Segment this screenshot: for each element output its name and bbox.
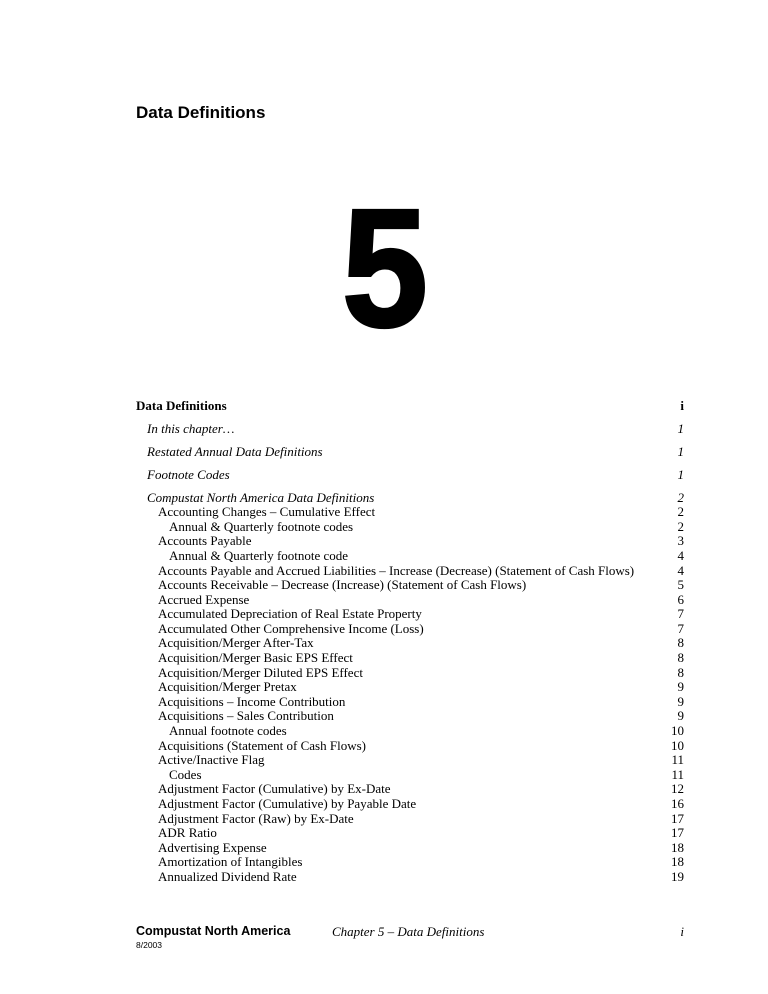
toc-entry[interactable] bbox=[136, 445, 684, 460]
toc-entry-label: Amortization of Intangibles bbox=[158, 854, 303, 870]
toc-entry[interactable] bbox=[136, 855, 684, 870]
toc-entry[interactable] bbox=[136, 666, 684, 681]
toc-entry[interactable] bbox=[136, 578, 684, 593]
toc-entry-page: 9 bbox=[677, 679, 684, 695]
toc-entry-page: 8 bbox=[677, 635, 684, 651]
toc-entry[interactable] bbox=[136, 593, 684, 608]
toc-entry-page: 17 bbox=[671, 825, 684, 841]
toc-entry-label: Active/Inactive Flag bbox=[158, 752, 265, 768]
toc-entry-label: Acquisition/Merger Basic EPS Effect bbox=[158, 650, 353, 666]
toc-title-page: i bbox=[680, 398, 684, 413]
toc-entry[interactable] bbox=[136, 870, 684, 885]
toc-entry-page: 10 bbox=[671, 737, 684, 753]
toc-entry[interactable] bbox=[136, 505, 684, 520]
toc-entry[interactable] bbox=[136, 491, 684, 506]
toc-entry-page: 10 bbox=[671, 723, 684, 739]
footer-chapter-title: Chapter 5 – Data Definitions bbox=[332, 924, 485, 939]
chapter-number: 5 bbox=[341, 174, 427, 362]
toc-entry-label: Acquisitions (Statement of Cash Flows) bbox=[158, 737, 366, 753]
toc-entry-label: Accrued Expense bbox=[158, 591, 250, 607]
toc-entry-label: Accounts Payable and Accrued Liabilities – Increase (Decrease) (Statement of Cash Flows) bbox=[158, 562, 635, 578]
toc-entry-label: Annualized Dividend Rate bbox=[158, 868, 297, 884]
toc-entry-page: 12 bbox=[671, 781, 684, 797]
toc-entry-page: 18 bbox=[671, 854, 684, 870]
footer-organization: Compustat North America bbox=[136, 924, 291, 938]
toc-entry-page: 4 bbox=[677, 547, 684, 563]
toc-entry-page: 2 bbox=[677, 489, 684, 505]
toc-entry[interactable] bbox=[136, 724, 684, 739]
toc-entry-page: 11 bbox=[671, 752, 684, 768]
toc-entry-page: 4 bbox=[677, 562, 684, 578]
toc-entry[interactable] bbox=[136, 709, 684, 724]
toc-title: Data Definitions bbox=[136, 398, 227, 413]
toc-entry-label: Codes bbox=[169, 766, 202, 782]
toc-entry[interactable] bbox=[136, 695, 684, 710]
toc-entry-label: Acquisition/Merger Pretax bbox=[158, 679, 297, 695]
toc-entry-label: Adjustment Factor (Cumulative) by Payable Date bbox=[158, 796, 417, 811]
toc-entry[interactable] bbox=[136, 468, 684, 483]
toc-entry-label: Accounts Payable bbox=[158, 533, 252, 549]
toc-entry-page: 16 bbox=[671, 796, 684, 811]
toc-entry[interactable] bbox=[136, 549, 684, 564]
toc-entry-label: Accumulated Depreciation of Real Estate Property bbox=[158, 606, 422, 622]
footer-page-number: i bbox=[680, 924, 684, 939]
toc-entry-label: ADR Ratio bbox=[158, 825, 217, 841]
toc-entry-page: 6 bbox=[677, 591, 684, 607]
toc-entry-page: 3 bbox=[677, 533, 684, 549]
table-of-contents bbox=[136, 398, 684, 885]
toc-entry-label: Acquisitions – Income Contribution bbox=[158, 693, 346, 709]
toc-entry-label: Annual & Quarterly footnote code bbox=[169, 547, 349, 563]
toc-entry[interactable] bbox=[136, 422, 684, 437]
page-footer bbox=[136, 924, 684, 964]
toc-entry[interactable] bbox=[136, 520, 684, 535]
toc-entry[interactable] bbox=[136, 564, 684, 579]
toc-entry[interactable] bbox=[136, 636, 684, 651]
toc-entry-page: 1 bbox=[677, 466, 684, 482]
toc-entry-page: 18 bbox=[671, 839, 684, 855]
toc-entry[interactable] bbox=[136, 782, 684, 797]
toc-entry-label: Footnote Codes bbox=[147, 466, 230, 482]
toc-entry-page: 1 bbox=[677, 421, 684, 437]
toc-entry-page: 7 bbox=[677, 606, 684, 622]
toc-entry-page: 8 bbox=[677, 664, 684, 680]
toc-entry-page: 7 bbox=[677, 620, 684, 636]
toc-entry-label: Accounts Receivable – Decrease (Increase) (Statement of Cash Flows) bbox=[158, 577, 527, 593]
footer-date: 8/2003 bbox=[136, 940, 162, 950]
toc-entry[interactable] bbox=[136, 622, 684, 637]
toc-entry[interactable] bbox=[136, 826, 684, 841]
toc-entry-page: 2 bbox=[677, 504, 684, 520]
toc-entry-label: Advertising Expense bbox=[158, 839, 267, 855]
toc-entry-page: 9 bbox=[677, 693, 684, 709]
toc-entry[interactable] bbox=[136, 534, 684, 549]
toc-entry-page: 9 bbox=[677, 708, 684, 724]
toc-entry[interactable] bbox=[136, 651, 684, 666]
toc-title-row[interactable] bbox=[136, 398, 684, 414]
toc-entry-label: Acquisition/Merger Diluted EPS Effect bbox=[158, 664, 363, 680]
toc-entry-page: 8 bbox=[677, 650, 684, 666]
toc-entry-label: Annual & Quarterly footnote codes bbox=[169, 518, 354, 534]
toc-entry[interactable] bbox=[136, 680, 684, 695]
toc-entry[interactable] bbox=[136, 768, 684, 783]
toc-entry-page: 11 bbox=[671, 766, 684, 782]
toc-entry[interactable] bbox=[136, 841, 684, 856]
toc-entry-label: Accounting Changes – Cumulative Effect bbox=[158, 504, 376, 520]
toc-entry-label: Adjustment Factor (Raw) by Ex-Date bbox=[158, 810, 354, 826]
toc-entry-label: In this chapter… bbox=[147, 421, 235, 437]
toc-entry-page: 1 bbox=[677, 443, 684, 459]
toc-entry-label: Acquisitions – Sales Contribution bbox=[158, 708, 334, 724]
toc-entry-label: Accumulated Other Comprehensive Income (Loss) bbox=[158, 620, 424, 636]
toc-entry-label: Restated Annual Data Definitions bbox=[147, 443, 323, 459]
toc-entry[interactable] bbox=[136, 607, 684, 622]
toc-entry[interactable] bbox=[136, 812, 684, 827]
toc-entry-label: Acquisition/Merger After-Tax bbox=[158, 635, 314, 651]
toc-entry-page: 19 bbox=[671, 868, 684, 884]
chapter-heading: Data Definitions bbox=[136, 103, 266, 122]
toc-entry-label: Annual footnote codes bbox=[169, 723, 287, 739]
toc-entry-page: 2 bbox=[677, 518, 684, 534]
toc-entry[interactable] bbox=[136, 753, 684, 768]
toc-entry-label: Adjustment Factor (Cumulative) by Ex-Date bbox=[158, 781, 391, 797]
toc-entry-page: 5 bbox=[677, 577, 684, 593]
toc-entry[interactable] bbox=[136, 739, 684, 754]
toc-entry-page: 17 bbox=[671, 810, 684, 826]
toc-entry-label: Compustat North America Data Definitions bbox=[147, 489, 375, 505]
toc-entry[interactable] bbox=[136, 797, 684, 812]
